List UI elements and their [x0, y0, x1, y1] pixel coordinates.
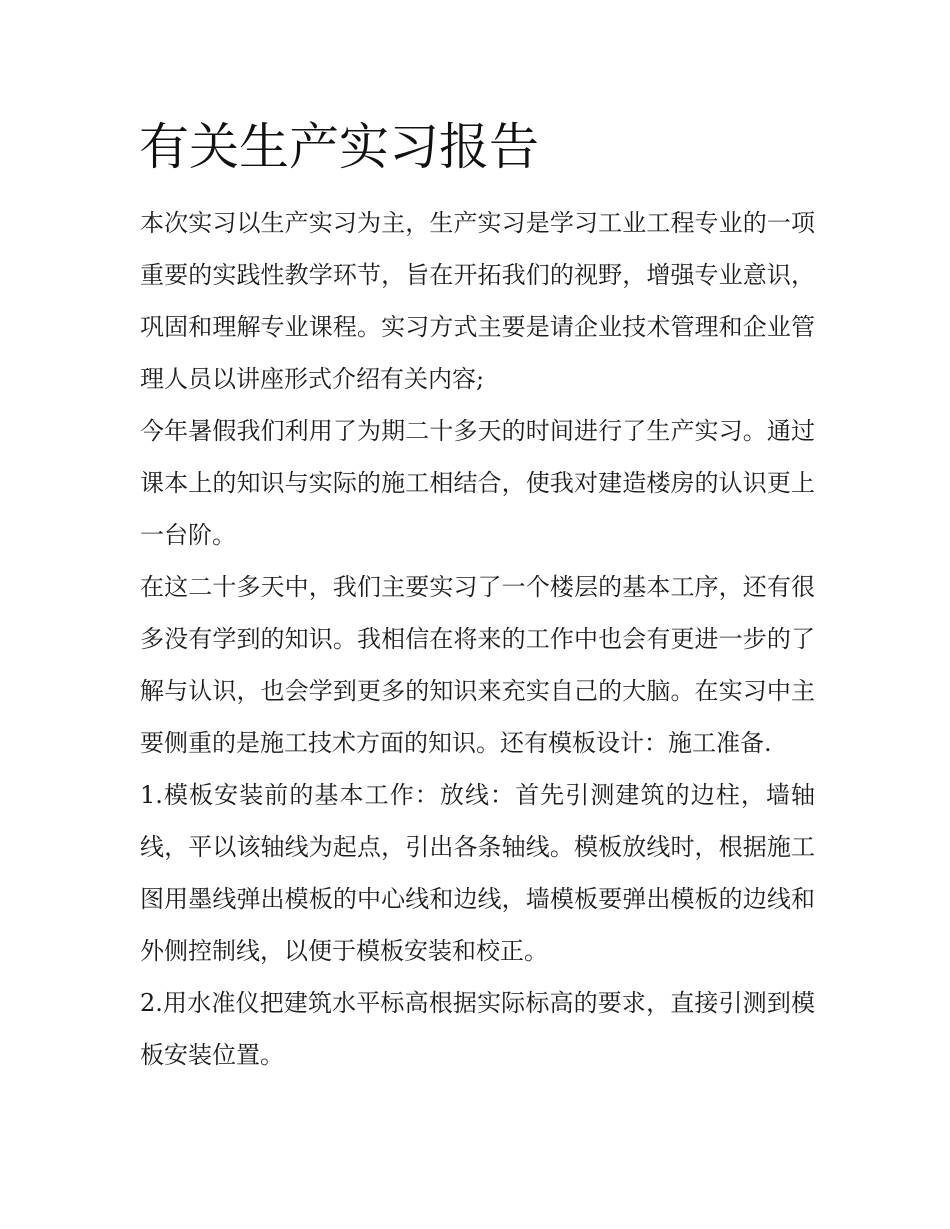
document-title: 有关生产实习报告 [139, 118, 539, 176]
paragraph-intro: 本次实习以生产实习为主，生产实习是学习工业工程专业的一项重要的实践性教学环节，旨在开拓我们的视野，增强专业意识，巩固和理解专业课程。实习方式主要是请企业技术管理和企业管理人员以讲座形式介绍有关内容; [140, 209, 815, 393]
paragraph-step-2: 2.用水准仪把建筑水平标高根据实际标高的要求，直接引测到模板安装位置。 [140, 989, 815, 1069]
paragraph-summer-practice: 今年暑假我们利用了为期二十多天的时间进行了生产实习。通过课本上的知识与实际的施工相结合，使我对建造楼房的认识更上一台阶。 [140, 417, 815, 549]
paragraph-step-1: 1.模板安装前的基本工作：放线：首先引测建筑的边柱，墙轴线，平以该轴线为起点，引出各条轴线。模板放线时，根据施工图用墨线弹出模板的中心线和边线，墙模板要弹出模板的边线和外侧控制线，以便于模板安装和校正。 [140, 781, 815, 965]
paragraph-twenty-days: 在这二十多天中，我们主要实习了一个楼层的基本工序，还有很多没有学到的知识。我相信在将来的工作中也会有更进一步的了解与认识，也会学到更多的知识来充实自己的大脑。在实习中主要侧重的是施工技术方面的知识。还有模板设计：施工准备. [140, 573, 815, 757]
document-body [140, 197, 815, 1081]
